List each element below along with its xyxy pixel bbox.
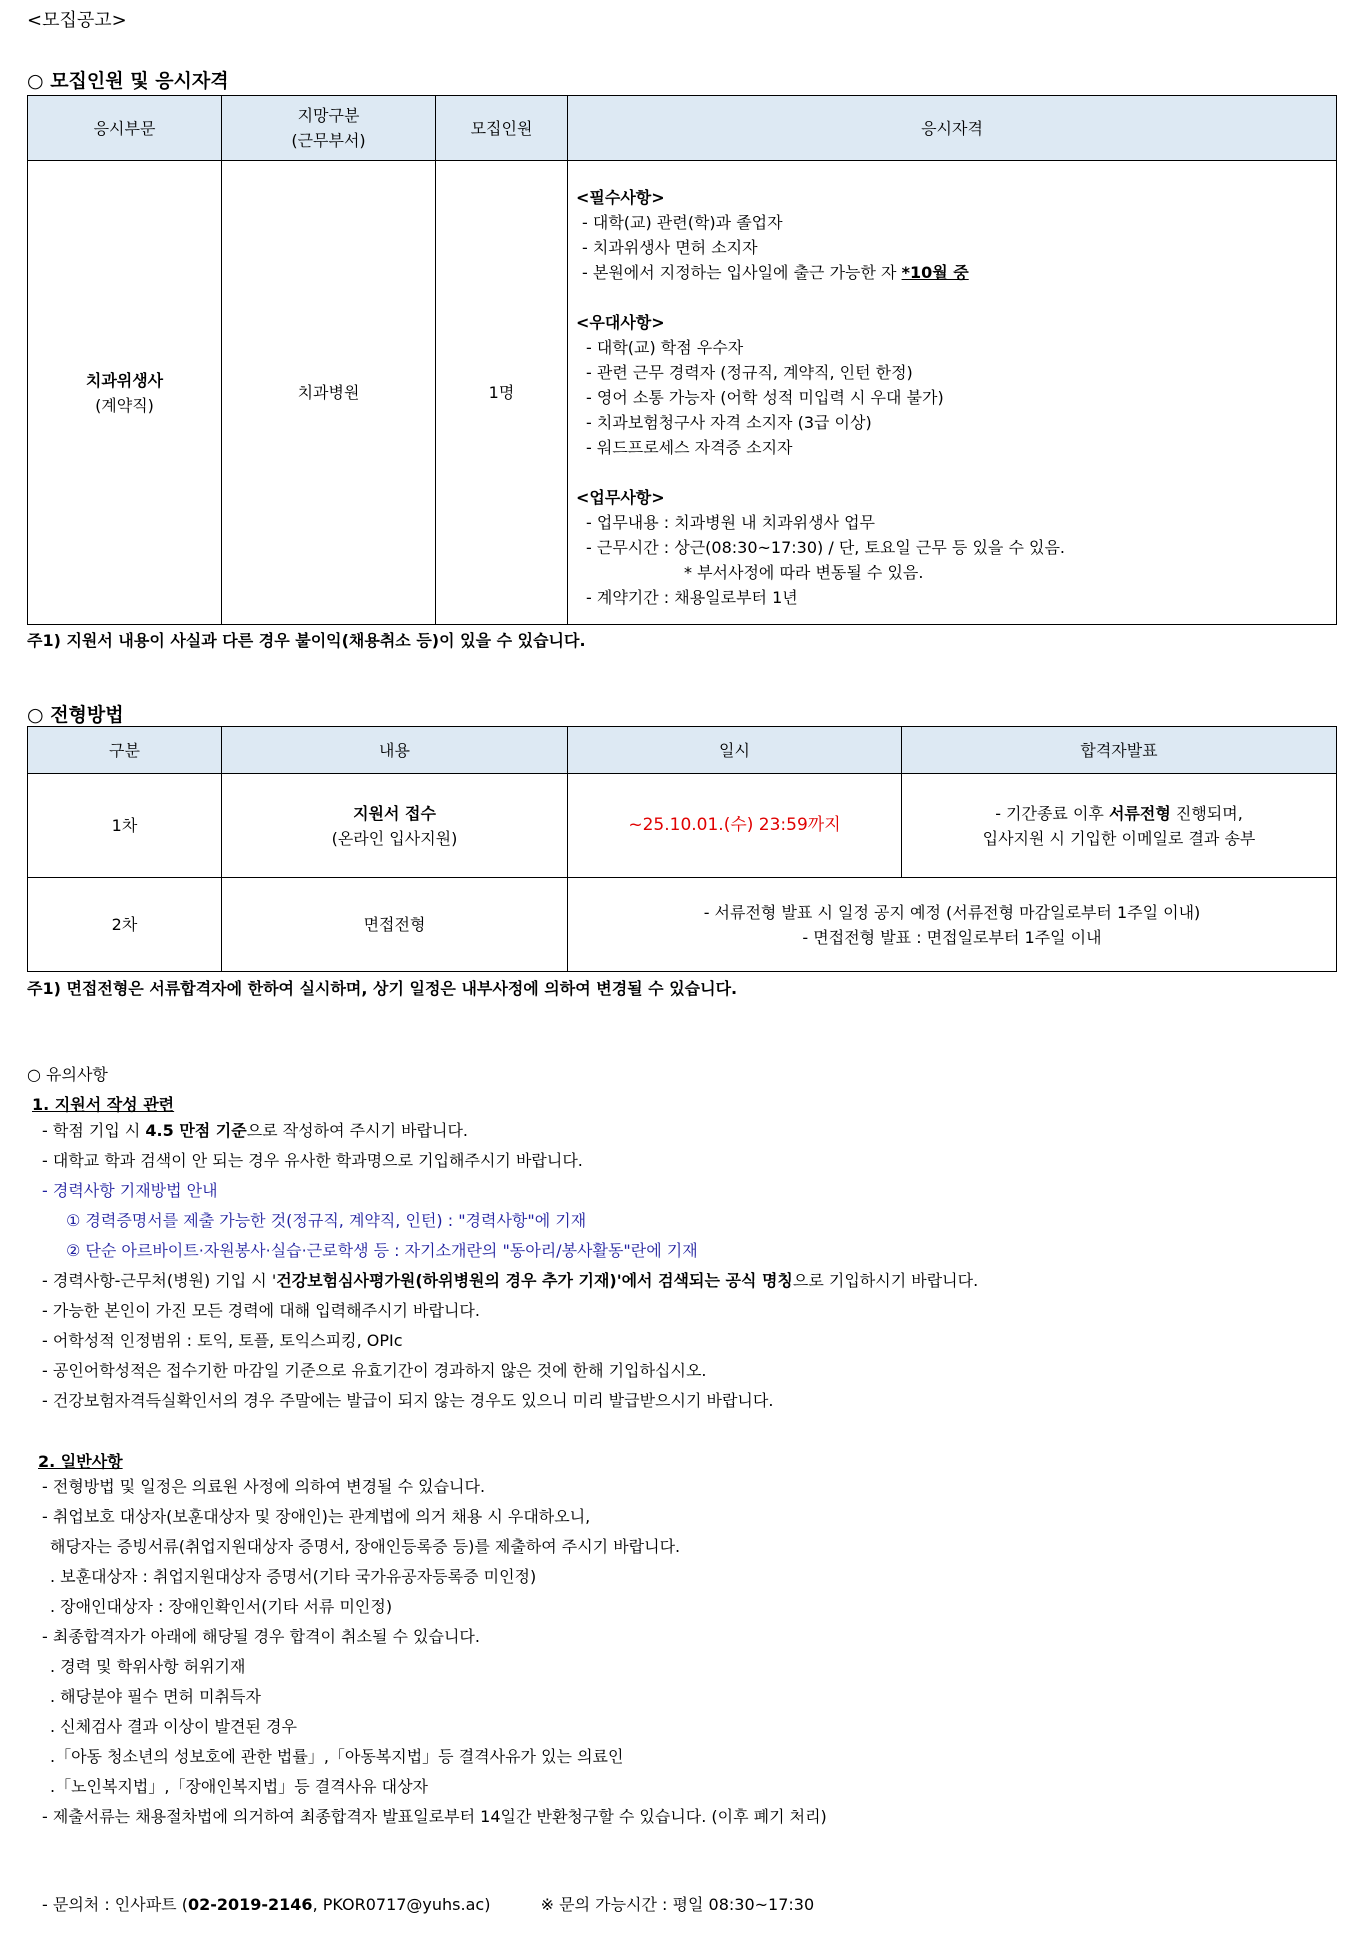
qualification-cell <box>568 161 1337 625</box>
contact-info: - 문의처 : 인사파트 (02-2019-2146, PKOR0717@yuhs.ac) ※ 문의 가능시간 : 평일 08:30~17:30 <box>42 1895 815 1914</box>
required-item: - 본원에서 지정하는 입사일에 출근 가능한 자 *10월 중 <box>582 263 969 282</box>
list-item: - 최종합격자가 아래에 해당될 경우 합격이 취소될 수 있습니다. <box>42 1627 480 1646</box>
list-item: - 취업보호 대상자(보훈대상자 및 장애인)는 관계법에 의거 채용 시 우대하오니, <box>42 1507 591 1526</box>
col-header-count: 모집인원 <box>436 96 568 161</box>
list-item: 해당자는 증빙서류(취업지원대상자 증명서, 장애인등록증 등)를 제출하여 주시기 바랍니다. <box>50 1537 681 1556</box>
col-header-field: 응시부문 <box>28 96 222 161</box>
duty-item: - 계약기간 : 채용일로부터 1년 <box>586 588 798 607</box>
list-item: - 어학성적 인정범위 : 토익, 토플, 토익스피킹, OPIc <box>42 1331 403 1350</box>
list-item: . 경력 및 학위사항 허위기재 <box>50 1657 246 1676</box>
preferred-title: <우대사항> <box>576 313 665 332</box>
preferred-item: - 워드프로세스 자격증 소지자 <box>586 438 793 457</box>
required-item: - 대학(교) 관련(학)과 졸업자 <box>582 213 783 232</box>
subsection-title-general: 2. 일반사항 <box>38 1452 123 1471</box>
list-item: - 전형방법 및 일정은 의료원 사정에 의하여 변경될 수 있습니다. <box>42 1477 486 1496</box>
stage-cell: 2차 <box>28 878 222 972</box>
col-header-qualification: 응시자격 <box>568 96 1337 161</box>
list-item: - 건강보험자격득실확인서의 경우 주말에는 발급이 되지 않는 경우도 있으니 미리 발급받으시기 바랍니다. <box>42 1391 774 1410</box>
application-notes-list <box>30 1116 978 1416</box>
list-item: .「노인복지법」,「장애인복지법」등 결격사유 대상자 <box>50 1777 429 1796</box>
content-cell: 면접전형 <box>222 878 568 972</box>
required-item: - 치과위생사 면허 소지자 <box>582 238 758 257</box>
preferred-item: - 관련 근무 경력자 (정규직, 계약직, 인턴 한정) <box>586 363 913 382</box>
date-cell: ~25.10.01.(수) 23:59까지 <box>568 774 902 878</box>
list-item: . 보훈대상자 : 취업지원대상자 증명서(기타 국가유공자등록증 미인정) <box>50 1567 537 1586</box>
selection-table <box>27 726 1337 972</box>
section-title-selection: ○ 전형방법 <box>27 704 124 726</box>
list-item: - 경력사항-근무처(병원) 기입 시 '건강보험심사평가원(하위병원의 경우 추가 기재)'에서 검색되는 공식 명칭으로 기입하시기 바랍니다. <box>42 1271 979 1290</box>
subsection-title-application: 1. 지원서 작성 관련 <box>32 1095 175 1114</box>
list-item: - 제출서류는 채용절차법에 의거하여 최종합격자 발표일로부터 14일간 반환청구할 수 있습니다. (이후 폐기 처리) <box>42 1807 827 1826</box>
list-item: . 장애인대상자 : 장애인확인서(기타 서류 미인정) <box>50 1597 393 1616</box>
duty-item: * 부서사정에 따라 변동될 수 있음. <box>684 563 924 582</box>
list-item: . 해당분야 필수 면허 미취득자 <box>50 1687 261 1706</box>
col-header-dept: 지망구분 (근무부서) <box>222 96 436 161</box>
duty-title: <업무사항> <box>576 488 665 507</box>
table-row <box>28 774 1337 878</box>
preferred-item: - 대학(교) 학점 우수자 <box>586 338 744 357</box>
general-notes-list <box>30 1472 827 1832</box>
list-item: - 대학교 학과 검색이 안 되는 경우 유사한 학과명으로 기입해주시기 바랍니다. <box>42 1151 583 1170</box>
stage-cell: 1차 <box>28 774 222 878</box>
field-cell: 치과위생사 (계약직) <box>28 161 222 625</box>
contact-hours: ※ 문의 가능시간 : 평일 08:30~17:30 <box>540 1895 815 1914</box>
col-header-content: 내용 <box>222 727 568 774</box>
list-item: ② 단순 아르바이트·자원봉사·실습·근로학생 등 : 자기소개란의 "동아리/봉사활동"란에 기재 <box>66 1241 698 1260</box>
preferred-item: - 치과보험청구사 자격 소지자 (3급 이상) <box>586 413 872 432</box>
list-item: .「아동 청소년의 성보호에 관한 법률」,「아동복지법」등 결격사유가 있는 의료인 <box>50 1747 624 1766</box>
list-item: - 가능한 본인이 가진 모든 경력에 대해 입력해주시기 바랍니다. <box>42 1301 480 1320</box>
duty-item: - 근무시간 : 상근(08:30~17:30) / 단, 토요일 근무 등 있을 수 있음. <box>586 538 1065 557</box>
preferred-item: - 영어 소통 가능자 (어학 성적 미입력 시 우대 불가) <box>586 388 944 407</box>
contact-email: , PKOR0717@yuhs.ac) <box>312 1895 491 1914</box>
col-header-stage: 구분 <box>28 727 222 774</box>
recruitment-note: 주1) 지원서 내용이 사실과 다른 경우 불이익(채용취소 등)이 있을 수 있습니다. <box>27 631 586 650</box>
announce-cell: - 기간종료 이후 서류전형 진행되며, 입사지원 시 기입한 이메일로 결과 송부 <box>902 774 1337 878</box>
page-header: <모집공고> <box>27 10 127 31</box>
list-item: ① 경력증명서를 제출 가능한 것(정규직, 계약직, 인턴) : "경력사항"에 기재 <box>66 1211 587 1230</box>
list-item: - 경력사항 기재방법 안내 <box>42 1181 218 1200</box>
required-note: *10월 중 <box>901 263 969 282</box>
col-header-announce: 합격자발표 <box>902 727 1337 774</box>
list-item: - 공인어학성적은 접수기한 마감일 기준으로 유효기간이 경과하지 않은 것에 한해 기입하십시오. <box>42 1361 707 1380</box>
selection-note: 주1) 면접전형은 서류합격자에 한하여 실시하며, 상기 일정은 내부사정에 의하여 변경될 수 있습니다. <box>27 979 738 998</box>
duty-item: - 업무내용 : 치과병원 내 치과위생사 업무 <box>586 513 875 532</box>
count-cell: 1명 <box>436 161 568 625</box>
required-title: <필수사항> <box>576 188 665 207</box>
dept-cell: 치과병원 <box>222 161 436 625</box>
contact-phone: 02-2019-2146 <box>187 1895 313 1914</box>
content-cell: 지원서 접수 (온라인 입사지원) <box>222 774 568 878</box>
section-title-notes: ○ 유의사항 <box>27 1065 108 1084</box>
recruitment-table <box>27 95 1337 625</box>
list-item: . 신체검사 결과 이상이 발견된 경우 <box>50 1717 297 1736</box>
table-row <box>28 878 1337 972</box>
section-title-recruitment: ○ 모집인원 및 응시자격 <box>27 70 229 92</box>
list-item: - 학점 기입 시 4.5 만점 기준으로 작성하여 주시기 바랍니다. <box>42 1121 468 1140</box>
col-header-date: 일시 <box>568 727 902 774</box>
date-announce-cell: - 서류전형 발표 시 일정 공지 예정 (서류전형 마감일로부터 1주일 이내) - 면접전형 발표 : 면접일로부터 1주일 이내 <box>568 878 1337 972</box>
